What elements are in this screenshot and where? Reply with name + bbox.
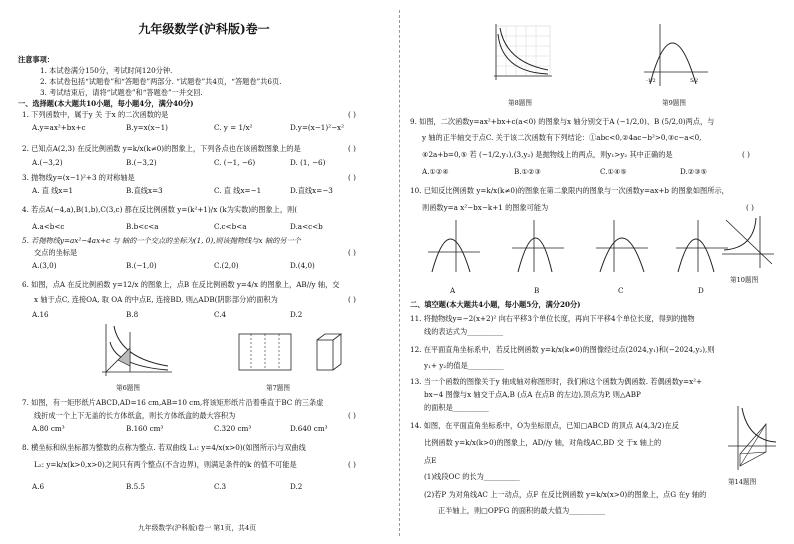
q8-option-a: A.6 (32, 482, 45, 491)
q1-option-d: D.y=(x−1)²−x² (290, 123, 344, 132)
question-10: 10. 已知反比例函数 y=k/x(k≠0)的图象在第二象限内的图象与一次函数y=ax+b 的图象如图所示， (410, 186, 729, 195)
question-12-cont: y₁+ y₂的值是__________ (424, 361, 504, 370)
q10-label-a: A (450, 286, 456, 295)
question-8: 8. 横坐标和纵坐标都为整数的点称为整点. 若双曲线 L₁: y=4/x(x>0)(如图所示)与双曲线 (22, 443, 306, 452)
q6-option-c: C.4 (214, 310, 227, 319)
answer-paren-5: ( ) (348, 248, 356, 257)
figure-9-caption: 第9题图 (662, 99, 686, 107)
q9-option-c: C.①④⑤ (600, 167, 627, 176)
answer-paren-8: ( ) (348, 460, 356, 469)
answer-paren-6: ( ) (348, 295, 356, 304)
answer-paren-7: ( ) (348, 411, 356, 420)
question-14-part-2: (2)若P 为对角线AC 上一动点，点F 在反比例函数 y=k/x(x>0)的图象上，点G 在y 轴的 (424, 490, 707, 499)
svg-text:5/2: 5/2 (690, 78, 699, 84)
question-13-cont-2: 的面积是__________ (424, 403, 489, 412)
question-6: 6. 如图，点A 在反比例函数 y=12/x 的图象上，点B 在反比例函数 y=4/x 的图象上，AB//y 轴，交 (22, 280, 340, 289)
q3-option-c: C. 直 线x=−1 (214, 186, 262, 195)
page-footer: 九年级数学(沪科版)卷一 第1页，共4页 (138, 524, 257, 532)
right-column (410, 0, 782, 544)
q4-option-d: D.a<c<b (290, 222, 323, 231)
question-11-cont: 线的表达式为__________ (424, 327, 504, 336)
q10-graph-c (594, 218, 650, 274)
q10-label-b: B (534, 286, 540, 295)
q9-option-b: B.①②③ (514, 167, 541, 176)
notice-3: 3. 考试结束后，请将“试题卷”和“答题卷”一并交回. (40, 88, 203, 97)
question-14-cont: 比例函数 y=k/x(k>0)的图象上，AD//y 轴，对角线AC,BD 交 于x 轴上的 (424, 438, 662, 447)
page-title: 九年级数学(沪科版)卷一 (138, 22, 270, 36)
question-7: 7. 如图，有一矩形纸片ABCD,AD=16 cm,AB=10 cm,将该矩形纸片沿着垂直于BC 的三条虚 (22, 398, 324, 407)
q5-option-a: A.(3,0) (32, 261, 57, 270)
q5-option-c: C.(2,0) (214, 261, 239, 270)
left-column (18, 0, 390, 544)
question-6-cont: x 轴于点C, 连接OA, 取 OA 的中点E, 连接BD, 则△ADB(阴影部分)的面积为 (34, 295, 278, 304)
question-14-part-1: (1)线段OC 的长为__________ (424, 472, 520, 481)
answer-paren-2: ( ) (348, 144, 356, 153)
q10-graph-b (510, 218, 566, 274)
q2-option-a: A.(−3,2) (32, 158, 63, 167)
question-11: 11. 将抛物线y=−2(x+2)² 向右平移3个单位长度，再向下平移4个单位长度，得到的抛物 (410, 314, 695, 323)
figure-6-caption: 第6题图 (116, 384, 140, 392)
question-9-cont: y 轴的正半轴交于点C. 关于该二次函数有下列结论：①abc<0,②4ac−b²>0,③c−a<0, (422, 133, 702, 142)
figure-9-graph (642, 22, 710, 88)
svg-text:-1/2: -1/2 (646, 78, 656, 84)
answer-paren-9: ( ) (742, 150, 750, 159)
q6-option-d: D.2 (290, 310, 303, 319)
q5-option-d: D.(4,0) (290, 261, 315, 270)
figure-8-graph (488, 22, 554, 86)
figure-10-caption: 第10题图 (730, 276, 759, 284)
question-7-cont: 线折成一个上下无盖的长方体纸盒，则长方体纸盒的最大容积为 (34, 411, 236, 420)
q5-option-b: B.(−1,0) (126, 261, 157, 270)
question-13: 13. 当一个函数的图像关于y 轴成轴对称图形时，我们称这个函数为偶函数. 若偶函数y=x²+ (410, 377, 703, 386)
question-14-part-2-cont: 正半轴上，则□OPFG 的面积的最大值为__________ (438, 506, 606, 515)
q4-option-a: A.a<b<c (32, 222, 65, 231)
notice-title: 注意事项： (18, 55, 54, 64)
notice-2: 2. 本试卷包括“试题卷”和“答题卷”两部分. “试题卷”共4页，“答题卷”共6页. (40, 77, 282, 86)
q8-option-d: D.2 (290, 482, 303, 491)
q6-option-a: A.16 (32, 310, 49, 319)
q1-option-a: A.y=ax²+bx+c (32, 123, 86, 132)
figure-8-caption: 第8题图 (508, 99, 532, 107)
figure-10-graph (720, 214, 776, 270)
notice-1: 1. 本试卷满分150分，考试时间120分钟. (40, 66, 173, 75)
q7-option-c: C.320 cm³ (214, 424, 252, 433)
q3-option-a: A. 直 线x=1 (32, 186, 74, 195)
figure-6-graph (96, 322, 174, 378)
figure-7-diagram (233, 330, 348, 375)
answer-paren-1: ( ) (348, 110, 356, 119)
q8-option-b: B.5.5 (126, 482, 145, 491)
figure-14-caption: 第14题图 (728, 478, 757, 486)
q10-label-d: D (698, 286, 704, 295)
q1-option-b: B.y=x(x−1) (126, 123, 168, 132)
figure-7-caption: 第7题图 (266, 384, 290, 392)
q3-option-b: B.直线x=3 (126, 186, 163, 195)
q1-option-c: C. y = 1/x² (214, 123, 253, 132)
question-12: 12. 在平面直角坐标系中，若反比例函数 y=k/x(k≠0)的图像经过点(2024,y₁)和(−2024,y₂),则 (410, 345, 715, 354)
question-2: 2. 已知点A(2,3) 在反比例函数 y=k/x(k≠0)的图象上，下列各点也在该函数图象上的是 (22, 144, 301, 153)
q4-option-b: B.b<c<a (126, 222, 159, 231)
q4-option-c: C.c<b<a (214, 222, 247, 231)
q2-option-c: C. (−1, −6) (214, 158, 256, 167)
question-4: 4. 若点A(−4,a),B(1,b),C(3,c) 都在反比例函数 y=(k²+1)/x (k为实数)的图象上，则( (22, 205, 298, 214)
question-1: 1. 下列函数中，属于y 关 于x 的二次函数的是 (22, 110, 169, 119)
question-10-cont: 则函数y=a x²−bx−k+1 的图象可能为 (422, 203, 549, 212)
q2-option-b: B.(−3,2) (126, 158, 157, 167)
q7-option-a: A.80 cm³ (32, 424, 65, 433)
question-9: 9. 如图，二次函数y=ax²+bx+c(a<0) 的图象与x 轴分别交于A (−1/2,0)、B (5/2,0)两点，与 (410, 117, 715, 126)
question-5-cont: 交点的坐标是 (34, 248, 78, 257)
q8-option-c: C.3 (214, 482, 227, 491)
section-1-heading: 一、选择题(本大题共10小题，每小题4分，满分40分) (18, 99, 194, 108)
q6-option-b: B.8 (126, 310, 139, 319)
question-13-cont: bx−4 图像与x 轴交于点A,B (点A 在点B 的左边),顶点为P, 则△ABP (424, 390, 641, 399)
question-14-cont-2: 点E (424, 456, 437, 465)
q7-option-b: B.160 cm³ (126, 424, 164, 433)
question-9-cont-2: ④2a+b=0,⑤ 若 (−1/2,y₁),(3,y₂) 是抛物线上的两点，则y₁>y₂ 其中正确的是 (422, 150, 673, 159)
q10-label-c: C (618, 286, 624, 295)
q9-option-a: A.①②④ (422, 167, 449, 176)
answer-paren-10: ( ) (746, 203, 754, 212)
question-8-cont: L₂: y=k/x(k>0,x>0)之间只有两个整点(不含边界)，则满足条件的k 的值不可能是 (34, 460, 297, 469)
q7-option-d: D.640 cm³ (290, 424, 328, 433)
column-divider (399, 10, 400, 536)
q3-option-d: D.直线x=−3 (290, 186, 333, 195)
answer-paren-3: ( ) (348, 173, 356, 182)
q2-option-d: D. (1, −6) (290, 158, 326, 167)
question-5: 5. 若抛物线y=ax²−4ax+c 与 轴的一个交点的坐标为(1, 0),则该抛物线与x 轴的另一个 (22, 236, 301, 245)
figure-14-graph (726, 404, 778, 472)
q10-graph-a (426, 218, 482, 274)
q9-option-d: D.②③⑤ (680, 167, 708, 176)
question-14: 14. 如图，在平面直角坐标系中，O为坐标原点，已知□ABCD 的顶点 A(4,3/2)在反 (410, 421, 679, 430)
question-3: 3. 抛物线y=(x−1)²+3 的对称轴是 (22, 173, 135, 182)
section-2-heading: 二、填空题(本大题共4小题，每小题5分，满分20分) (410, 300, 581, 309)
